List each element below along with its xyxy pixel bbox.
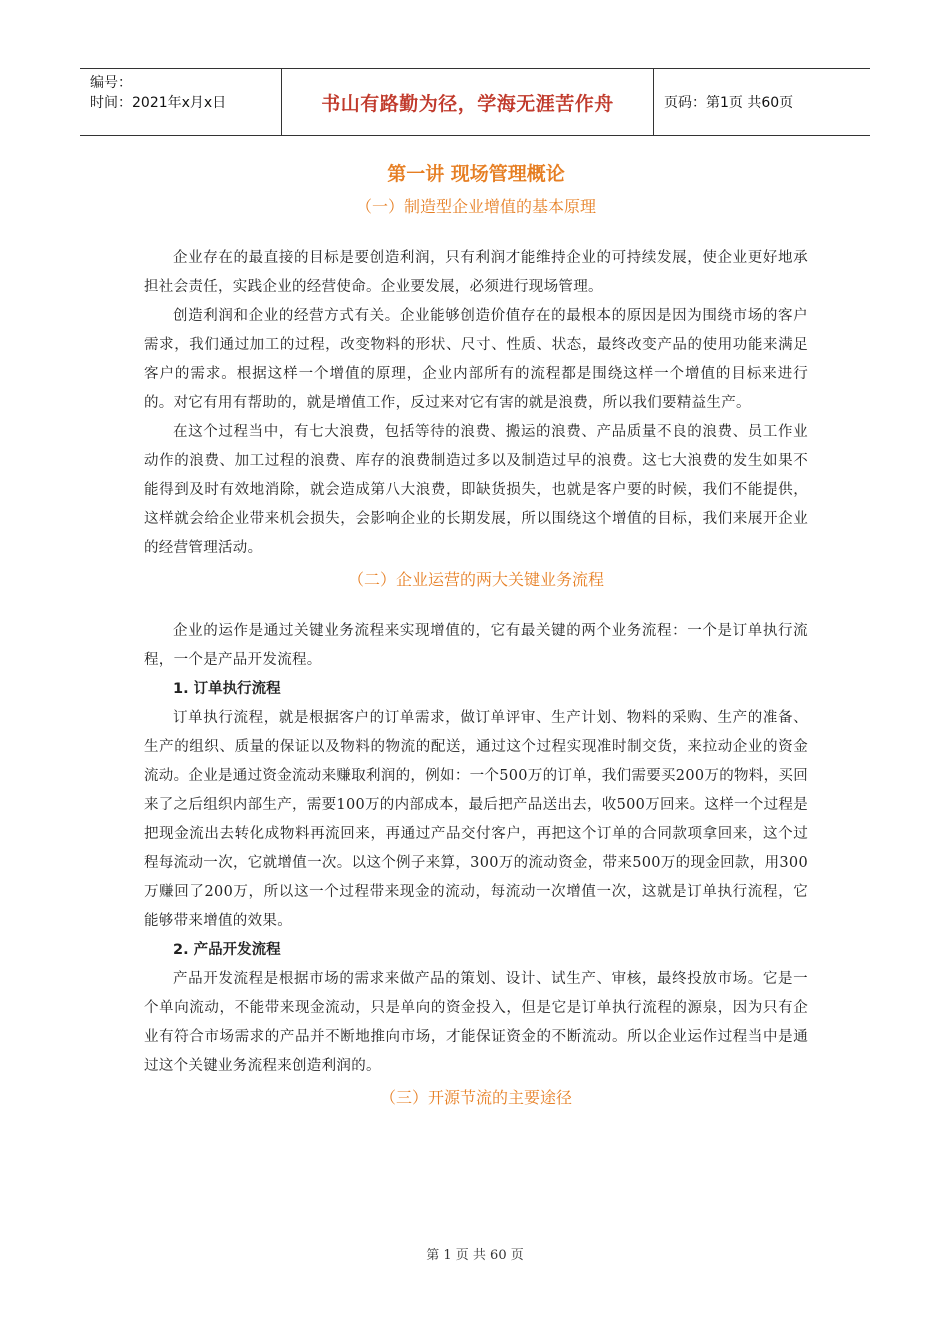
- section-1-paragraph: 企业存在的最直接的目标是要创造利润，只有利润才能维持企业的可持续发展，使企业更好地承担社会责任，实践企业的经营使命。企业要发展，必须进行现场管理。: [144, 250, 808, 295]
- section-1-heading: （一）制造型企业增值的基本原理: [355, 197, 596, 216]
- section-2-intro: 企业的运作是通过关键业务流程来实现增值的，它有最关键的两个业务流程：一个是订单执行流程，一个是产品开发流程。: [144, 623, 808, 668]
- section-1-paragraph: 创造利润和企业的经营方式有关。企业能够创造价值存在的最根本的原因是因为围绕市场的客户需求，我们通过加工的过程，改变物料的形状、尺寸、性质、状态，最终改变产品的使用功能来满足客户的需求。根据这样一个增值的原理，企业内部所有的流程都是围绕这样一个增值的目标来进行的。对它有用有帮助的，就是增值工作，反过来对它有害的就是浪费，所以我们要精益生产。: [144, 308, 808, 411]
- subsection-1-paragraph: 订单执行流程，就是根据客户的订单需求，做订单评审、生产计划、物料的采购、生产的准备、生产的组织、质量的保证以及物料的物流的配送，通过这个过程实现准时制交货，来拉动企业的资金流动。企业是通过资金流动来赚取利润的，例如：一个500万的订单，我们需要买200万的物料，买回来了之后组织内部生产，需要100万的内部成本，最后把产品送出去，收500万回来。这样一个过程是把现金流出去转化成物料再流回来，再通过产品交付客户，再把这个订单的合同款项拿回来，这个过程每流动一次，它就增值一次。以这个例子来算，300万的流动资金，带来500万的现金回款，用300万赚回了200万，所以这一个过程带来现金的流动，每流动一次增值一次，这就是订单执行流程，它能够带来增值的效果。: [144, 710, 808, 929]
- subsection-2-paragraph: 产品开发流程是根据市场的需求来做产品的策划、设计、试生产、审核，最终投放市场。它是一个单向流动，不能带来现金流动，只是单向的资金投入，但是它是订单执行流程的源泉，因为只有企业有符合市场需求的产品并不断地推向市场，才能保证资金的不断流动。所以企业运作过程当中是通过这个关键业务流程来创造利润的。: [144, 971, 808, 1074]
- page-footer: 第 1 页 共 60 页: [426, 1248, 524, 1263]
- header-meta-cell: [80, 69, 282, 135]
- document-body: [144, 150, 808, 1115]
- section-1-paragraph: 在这个过程当中，有七大浪费，包括等待的浪费、搬运的浪费、产品质量不良的浪费、员工作业动作的浪费、加工过程的浪费、库存的浪费制造过多以及制造过早的浪费。这七大浪费的发生如果不能得到及时有效地消除，就会造成第八大浪费，即缺货损失，也就是客户要的时候，我们不能提供，这样就会给企业带来机会损失，会影响企业的长期发展，所以围绕这个增值的目标，我们来展开企业的经营管理活动。: [144, 424, 808, 556]
- document-time-label: 时间：2021年x月x日: [90, 95, 227, 111]
- header-motto: 书山有路勤为径，学海无涯苦作舟: [282, 69, 654, 135]
- subsection-1-heading: 1. 订单执行流程: [173, 681, 281, 697]
- section-3-heading: （三）开源节流的主要途径: [379, 1088, 572, 1107]
- header-table: [80, 68, 870, 136]
- header-page-info: 页码：第1页 共60页: [664, 95, 794, 111]
- page-title: 第一讲 现场管理概论: [387, 163, 565, 185]
- document-number-label: 编号：: [90, 75, 132, 91]
- section-2-heading: （二）企业运营的两大关键业务流程: [347, 570, 604, 589]
- subsection-2-heading: 2. 产品开发流程: [173, 942, 281, 958]
